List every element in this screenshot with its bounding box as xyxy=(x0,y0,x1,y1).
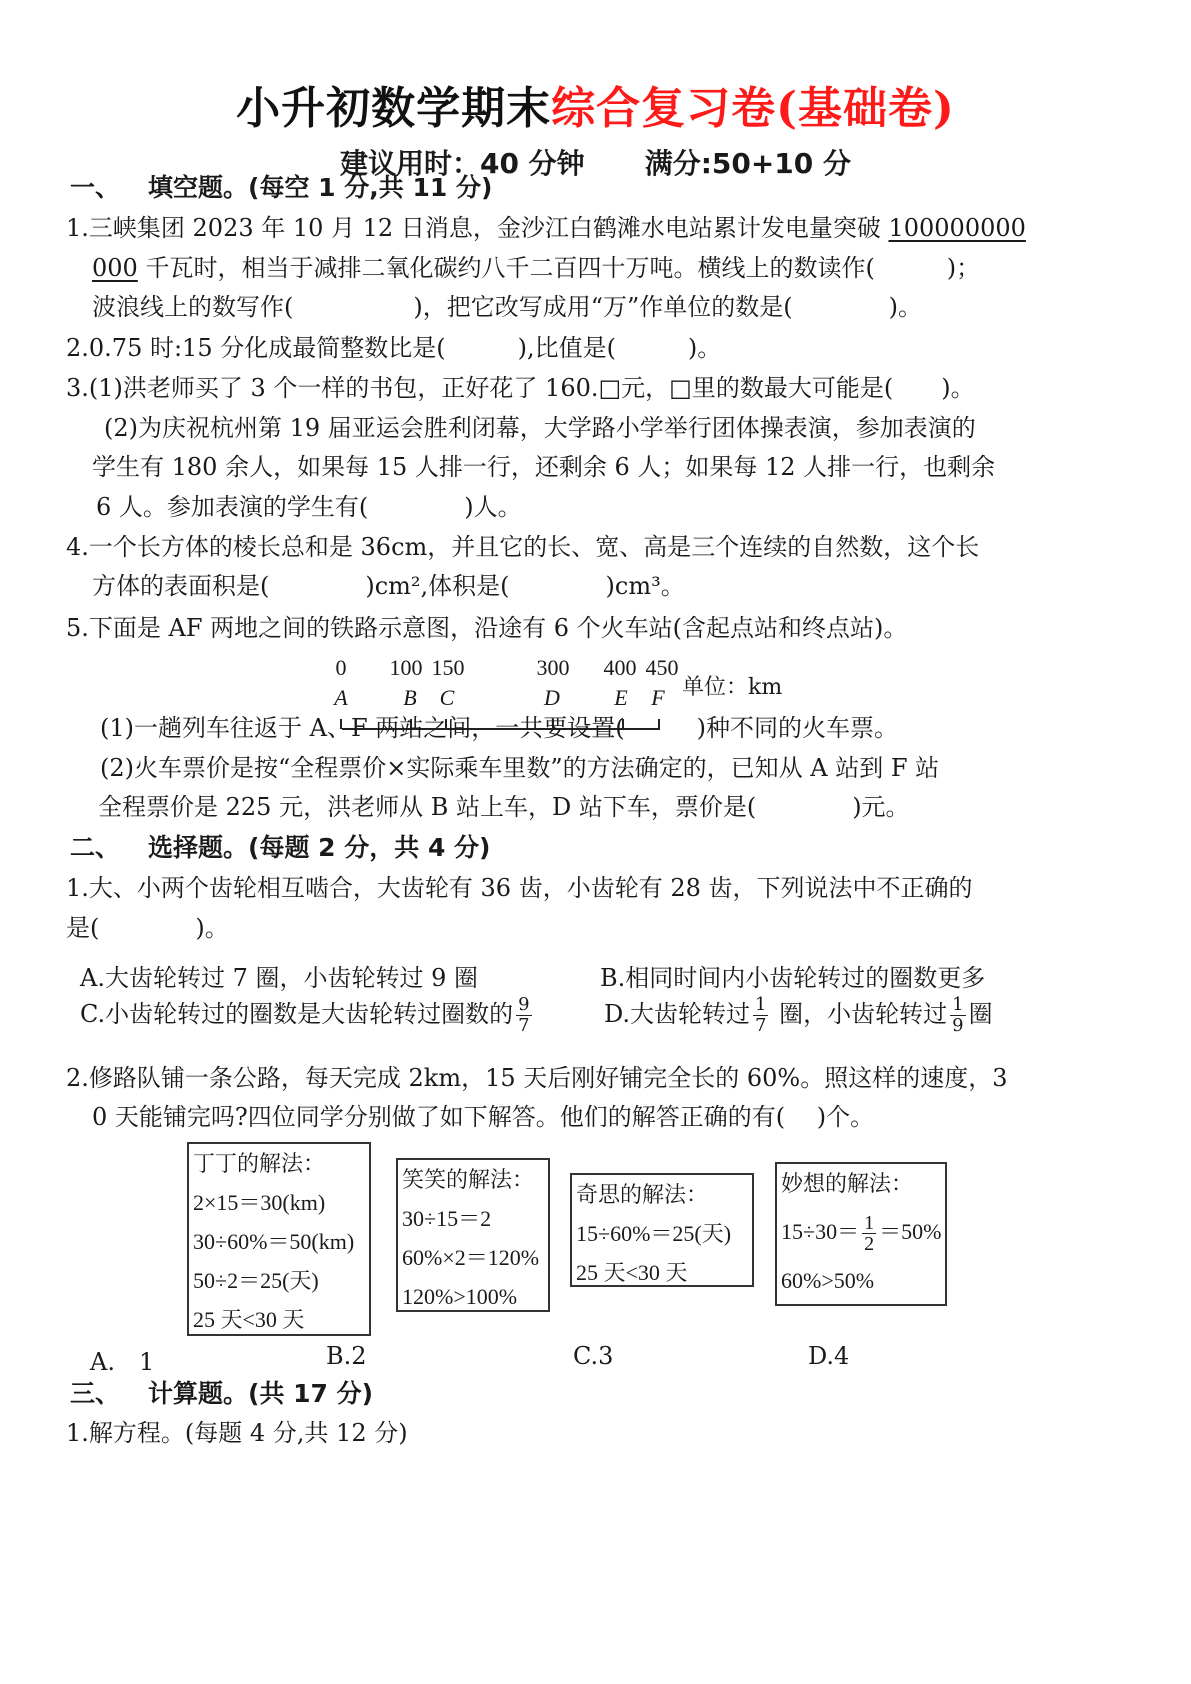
station-e: E xyxy=(614,685,628,710)
station-c: C xyxy=(439,685,455,710)
solution-title: 笑笑的解法： xyxy=(402,1167,535,1192)
section-number: 一、 xyxy=(70,173,121,202)
q3-line3: 学生有 180 余人，如果每 15 人排一行，还剩余 6 人；如果每 12 人排一行，也剩余 xyxy=(92,453,996,481)
section-number: 三、 xyxy=(70,1379,121,1408)
solution-line: 15÷60%＝25(天) xyxy=(576,1221,732,1246)
solution-line: 30÷15＝2 xyxy=(402,1206,492,1231)
solution-title: 丁丁的解法： xyxy=(193,1151,326,1176)
section-3-heading xyxy=(70,1378,373,1410)
q4-line2: 方体的表面积是( )cm²,体积是( )cm³。 xyxy=(92,572,685,600)
km-d: 300 xyxy=(536,655,570,680)
q3-line2: (2)为庆祝杭州第 19 届亚运会胜利闭幕，大学路小学举行团体操表演，参加表演的 xyxy=(104,414,976,442)
q5-line1: 5.下面是 AF 两地之间的铁路示意图，沿途有 6 个火车站(含起点站和终点站)。 xyxy=(66,614,908,642)
q1-line3: 波浪线上的数写作( )，把它改写成用“万”作单位的数是( )。 xyxy=(92,293,922,321)
expr: 15÷30＝ xyxy=(781,1219,860,1244)
solution-line: 2×15＝30(km) xyxy=(193,1190,326,1215)
fraction-1-7 xyxy=(753,995,768,1036)
q5-sub2-line1: (2)火车票价是按“全程票价×实际乘车里数”的方法确定的，已知从 A 站到 F 站 xyxy=(100,754,940,782)
km-b: 100 xyxy=(389,655,423,680)
q1-text: 1.三峡集团 2023 年 10 月 12 日消息，金沙江白鹤滩水电站累计发电量突破 xyxy=(66,214,889,242)
km-a: 0 xyxy=(335,655,347,680)
expr: ＝50% xyxy=(879,1219,942,1244)
q5-sub2-line2: 全程票价是 225 元，洪老师从 B 站上车，D 站下车，票价是( )元。 xyxy=(98,793,910,821)
option-d xyxy=(604,994,993,1036)
title-red-part: 综合复习卷(基础卷) xyxy=(551,83,955,134)
numerator: 1 xyxy=(952,994,964,1015)
q3-line1: 3.(1)洪老师买了 3 个一样的书包，正好花了 160.□元，□里的数最大可能是( )。 xyxy=(66,374,975,402)
q3-line4: 6 人。参加表演的学生有( )人。 xyxy=(96,493,522,521)
s3-q1: 1.解方程。(每题 4 分,共 12 分) xyxy=(66,1419,408,1447)
underlined-number: 100000000 xyxy=(888,214,1026,242)
s2-q1-line1: 1.大、小两个齿轮相互啮合，大齿轮有 36 齿，小齿轮有 28 齿，下列说法中不正确的 xyxy=(66,874,973,902)
solution-line: 30÷60%＝50(km) xyxy=(193,1229,355,1254)
score-label: 满分:50+10 分 xyxy=(644,147,852,180)
fraction-9-7 xyxy=(516,995,531,1036)
s2-q1-line2: 是( )。 xyxy=(66,914,229,942)
option-b: B.相同时间内小齿轮转过的圈数更多 xyxy=(600,964,986,992)
section-1-heading xyxy=(70,172,492,204)
q5-sub1: (1)一趟列车往返于 A、F 两站之间，一共要设置( )种不同的火车票。 xyxy=(100,714,898,742)
q1-line1 xyxy=(66,212,1026,244)
choice-b: B.2 xyxy=(326,1342,367,1370)
solution-title: 妙想的解法： xyxy=(781,1171,914,1196)
station-d: D xyxy=(544,685,560,710)
title-black-part: 小升初数学期末 xyxy=(236,83,552,134)
section-title: 选择题。(每题 2 分，共 4 分) xyxy=(148,833,491,862)
underlined-number-cont: 000 xyxy=(92,254,138,282)
denominator: 9 xyxy=(952,1015,964,1036)
denominator: 2 xyxy=(864,1233,875,1256)
option-d-text: D.大齿轮转过 xyxy=(604,1000,751,1028)
station-a: A xyxy=(334,685,348,710)
solution-box-miaoxiang xyxy=(775,1162,947,1306)
fraction-1-9 xyxy=(950,995,965,1036)
solution-line: 120%>100% xyxy=(402,1284,518,1309)
km-f: 450 xyxy=(645,655,679,680)
solution-line: 50÷2＝25(天) xyxy=(193,1268,319,1293)
solution-line xyxy=(781,1203,941,1261)
choice-a: A. 1 xyxy=(90,1348,155,1376)
solution-line: 60%>50% xyxy=(781,1268,875,1293)
km-e: 400 xyxy=(603,655,637,680)
station-b: B xyxy=(403,685,417,710)
section-2-heading xyxy=(70,832,490,864)
time-label: 建议用时：40 分钟 xyxy=(339,147,585,180)
choice-c: C.3 xyxy=(573,1342,614,1370)
s2-q2-line1: 2.修路队铺一条公路，每天完成 2km，15 天后刚好铺完全长的 60%。照这样的速度，3 xyxy=(66,1064,1008,1092)
solution-line: 25 天<30 天 xyxy=(576,1260,688,1285)
q4-line1: 4.一个长方体的棱长总和是 36cm，并且它的长、宽、高是三个连续的自然数，这个长 xyxy=(66,533,980,561)
choice-d: D.4 xyxy=(808,1342,850,1370)
option-c xyxy=(80,994,535,1036)
section-number: 二、 xyxy=(70,833,121,862)
numerator: 1 xyxy=(864,1212,875,1235)
numerator: 1 xyxy=(755,994,767,1015)
solution-box-qisi xyxy=(570,1173,754,1287)
option-d-text: 圈，小齿轮转过 xyxy=(771,1000,948,1028)
section-title: 计算题。(共 17 分) xyxy=(148,1379,374,1408)
solution-box-dingding xyxy=(187,1142,371,1336)
solution-box-xiaoxiao xyxy=(396,1158,550,1312)
q1-text: 千瓦时，相当于减排二氧化碳约八千二百四十万吨。横线上的数读作( )； xyxy=(137,254,981,282)
km-c: 150 xyxy=(431,655,465,680)
solution-line: 25 天<30 天 xyxy=(193,1307,305,1332)
option-a: A.大齿轮转过 7 圈，小齿轮转过 9 圈 xyxy=(80,964,479,992)
unit-label: 单位：km xyxy=(682,675,783,700)
option-d-text: 圈 xyxy=(968,1000,993,1028)
q1-line2 xyxy=(92,252,980,284)
denominator: 7 xyxy=(755,1015,767,1036)
q2: 2.0.75 时:15 分化成最简整数比是( ),比值是( )。 xyxy=(66,334,722,362)
option-c-text: C.小齿轮转过的圈数是大齿轮转过圈数的 xyxy=(80,1000,514,1028)
fraction-1-2 xyxy=(862,1213,876,1254)
station-f: F xyxy=(651,685,665,710)
numerator: 9 xyxy=(518,994,530,1015)
s2-q2-line2: 0 天能铺完吗?四位同学分别做了如下解答。他们的解答正确的有( )个。 xyxy=(92,1103,875,1131)
solution-line: 60%×2＝120% xyxy=(402,1245,540,1270)
denominator: 7 xyxy=(518,1015,530,1036)
page-title xyxy=(0,72,1191,136)
solution-title: 奇思的解法： xyxy=(576,1182,709,1207)
section-title: 填空题。(每空 1 分,共 11 分) xyxy=(148,173,493,202)
